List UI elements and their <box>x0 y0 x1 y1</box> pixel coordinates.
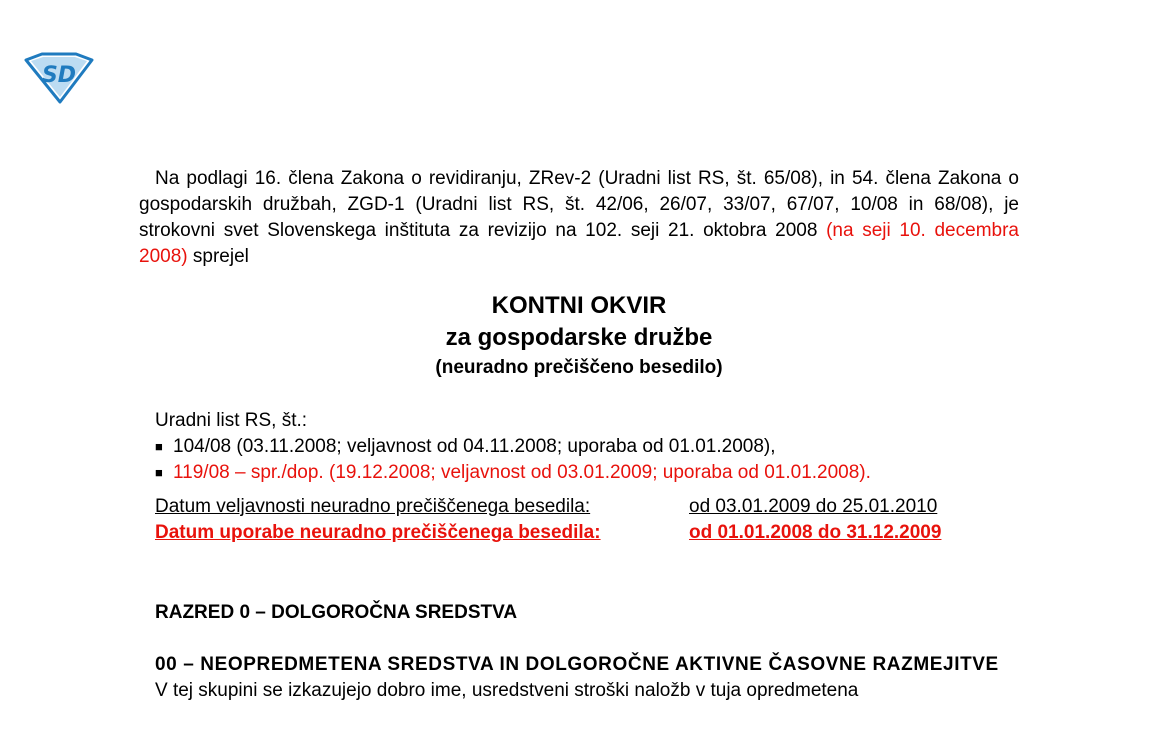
validity-date-row <box>155 494 1019 520</box>
gazette-references <box>139 408 1019 486</box>
validity-date-value: od 03.01.2009 do 25.01.2010 <box>689 496 938 517</box>
bullet-icon: ■ <box>155 439 163 454</box>
use-date-label: Datum uporabe neuradno prečiščenega besedila: <box>155 522 601 543</box>
section-heading: RAZRED 0 – DOLGOROČNA SREDSTVA <box>155 602 518 623</box>
validity-date-label: Datum veljavnosti neuradno prečiščenega besedila: <box>155 496 591 517</box>
document-subtitle: za gospodarske družbe <box>445 324 713 351</box>
document-note: (neuradno prečiščeno besedilo) <box>435 357 723 378</box>
document-page <box>139 166 1019 704</box>
logo-text: SD <box>41 63 77 88</box>
title-block <box>139 290 1019 382</box>
gazette-item-text: 119/08 – spr./dop. (19.12.2008; veljavnost od 03.01.2009; uporaba od 01.01.2008). <box>173 462 871 483</box>
group-heading: 00 – NEOPREDMETENA SREDSTVA IN DOLGOROČNE AKTIVNE ČASOVNE RAZMEJITVE <box>155 654 999 675</box>
intro-text: Na podlagi 16. člena Zakona o revidiranju, ZRev-2 (Uradni list RS, št. 65/08), in 54. člena Zakona o gospodarskih družbah, ZGD-1 (Uradni list RS, št. 42/06, 26/07, 33/07, 67/07, 10/08 in 68/08), je strokovni svet Slovenskega inštituta za revizijo na 102. seji 21. oktobra 2008 <box>139 168 1019 241</box>
use-date-row <box>155 520 1019 546</box>
sd-shield-logo-icon <box>22 52 96 104</box>
gazette-item-text: 104/08 (03.11.2008; veljavnost od 04.11.2008; uporaba od 01.01.2008), <box>173 436 776 457</box>
dates-block <box>139 494 1019 546</box>
gazette-heading: Uradni list RS, št.: <box>155 410 308 431</box>
gazette-item <box>155 460 1019 486</box>
bullet-icon: ■ <box>155 465 163 480</box>
gazette-item <box>155 434 1019 460</box>
intro-tail: sprejel <box>187 246 249 267</box>
use-date-value: od 01.01.2008 do 31.12.2009 <box>689 522 942 543</box>
intro-red-text: (na seji 10. decembra 2008) <box>139 220 1019 267</box>
group-text: V tej skupini se izkazujejo dobro ime, usredstveni stroški naložb v tuja opredmetena <box>155 680 859 701</box>
document-title: KONTNI OKVIR <box>491 292 667 319</box>
intro-paragraph <box>139 166 1019 270</box>
